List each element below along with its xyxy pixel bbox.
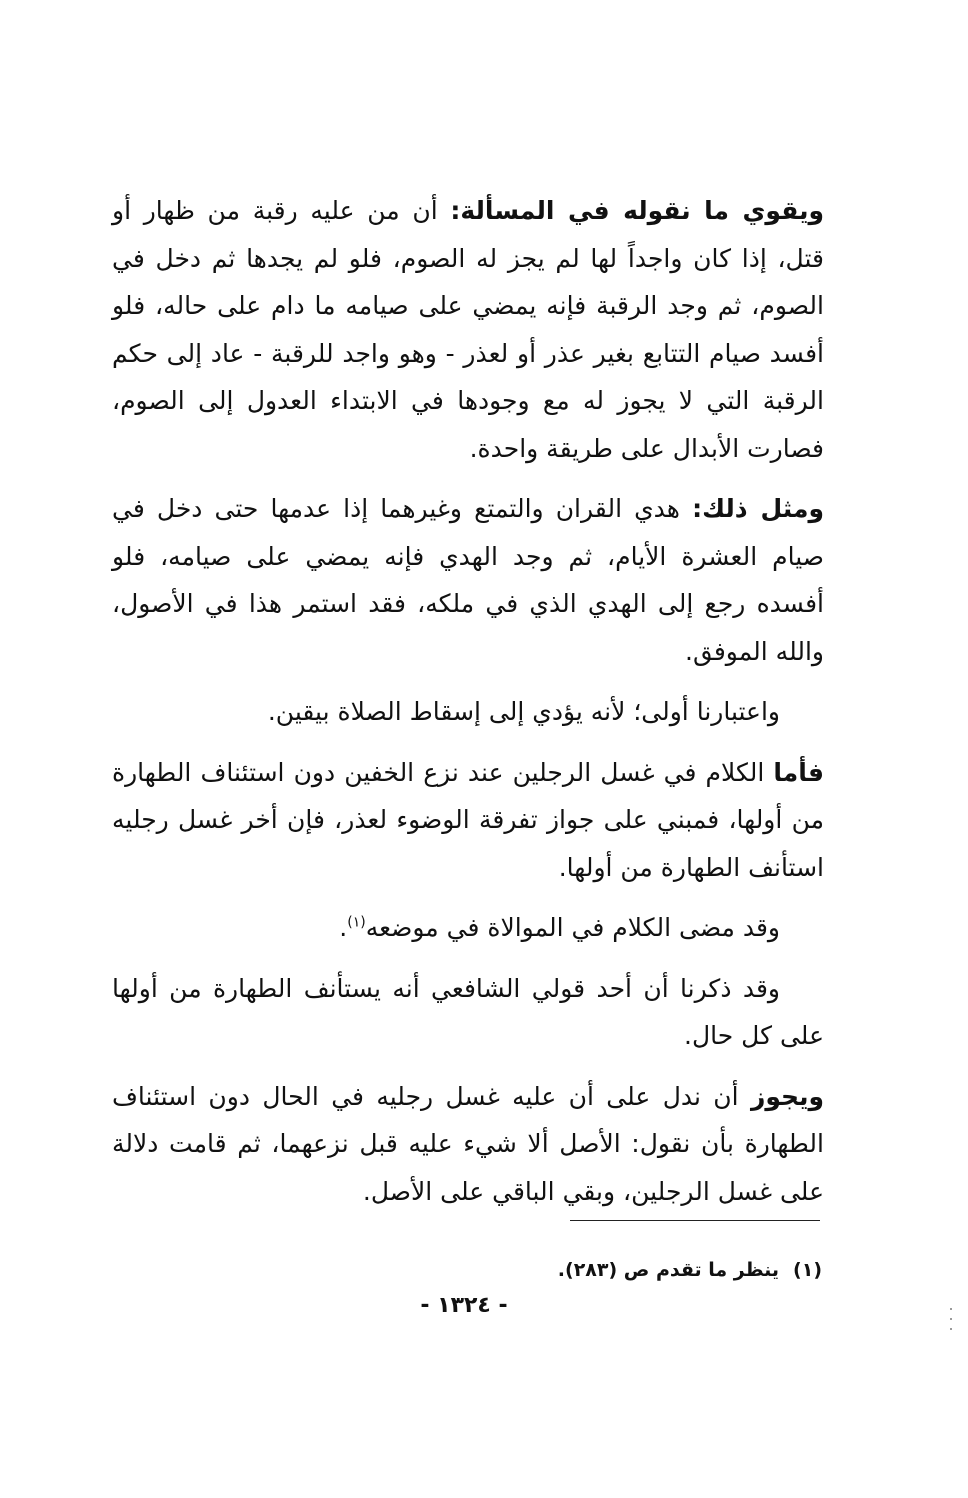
footnote-reference[interactable]: (١) bbox=[347, 914, 366, 931]
speck bbox=[950, 1318, 952, 1320]
paragraph-2-lead: ومثل ذلك: bbox=[692, 494, 825, 523]
footnote-text: ينظر ما تقدم ص (٢٨٣). bbox=[557, 1259, 780, 1281]
paragraph-5 bbox=[112, 904, 824, 952]
paragraph-2 bbox=[112, 485, 824, 675]
speck bbox=[950, 1328, 952, 1330]
paragraph-7 bbox=[112, 1073, 824, 1216]
paragraph-7-lead: ويجوز bbox=[750, 1081, 824, 1111]
paragraph-6-text: وقد ذكرنا أن أحد قولي الشافعي أنه يستأنف الطهارة من أولها على كل حال. bbox=[112, 973, 824, 1050]
paragraph-1-lead: ويقوي ما نقوله في المسألة: bbox=[450, 196, 824, 225]
footnote-number: (١) bbox=[793, 1259, 822, 1281]
page-number: - ١٣٢٤ - bbox=[420, 1293, 508, 1318]
paragraph-3-text: واعتبارنا أولى؛ لأنه يؤدي إلى إسقاط الصلاة بيقين. bbox=[267, 697, 780, 726]
scan-specks bbox=[950, 1300, 954, 1360]
footnote bbox=[400, 1256, 822, 1284]
paragraph-4 bbox=[112, 749, 824, 892]
paragraph-5-tail: . bbox=[339, 913, 348, 942]
main-text bbox=[112, 187, 824, 1228]
paragraph-5-text: وقد مضى الكلام في الموالاة في موضعه bbox=[365, 913, 780, 942]
footnote-divider bbox=[570, 1220, 820, 1221]
speck bbox=[950, 1308, 952, 1310]
paragraph-4-text: الكلام في غسل الرجلين عند نزع الخفين دون استئناف الطهارة من أولها، فمبني على جواز تفرقة الوضوء لعذر، فإن أخر غسل رجليه استأنف الطهارة من أولها. bbox=[112, 757, 824, 882]
paragraph-2-text: هدي القران والتمتع وغيرهما إذا عدمها حتى دخل في صيام العشرة الأيام، ثم وجد الهدي فإنه يمضي على صيامه، فلو أفسده رجع إلى الهدي الذي في ملكه، فقد استمر هذا في الأصول، والله الموفق. bbox=[112, 494, 824, 666]
paragraph-7-text: أن ندل على أن عليه غسل رجليه في الحال دون استئناف الطهارة بأن نقول: الأصل ألا شيء عليه قبل نزعهما، ثم قامت دلالة على غسل الرجلين، وبقي الباقي على الأصل. bbox=[112, 1081, 824, 1206]
paragraph-6 bbox=[112, 965, 824, 1060]
paragraph-1 bbox=[112, 187, 824, 472]
paragraph-4-lead: فأما bbox=[773, 757, 824, 787]
paragraph-1-text: أن من عليه رقبة من ظهار أو قتل، إذا كان واجداً لها لم يجز له الصوم، فلو لم يجدها ثم دخل في الصوم، ثم وجد الرقبة فإنه يمضي على صيامه ما دام على حاله، فلو أفسد صيام التتابع بغير عذر أو لعذر - وهو واجد للرقبة - عاد إلى حكم الرقبة التي لا يجوز له مع وجودها في الابتداء العدول إلى الصوم، فصارت الأبدال على طريقة واحدة. bbox=[112, 196, 824, 463]
paragraph-3 bbox=[112, 688, 824, 736]
